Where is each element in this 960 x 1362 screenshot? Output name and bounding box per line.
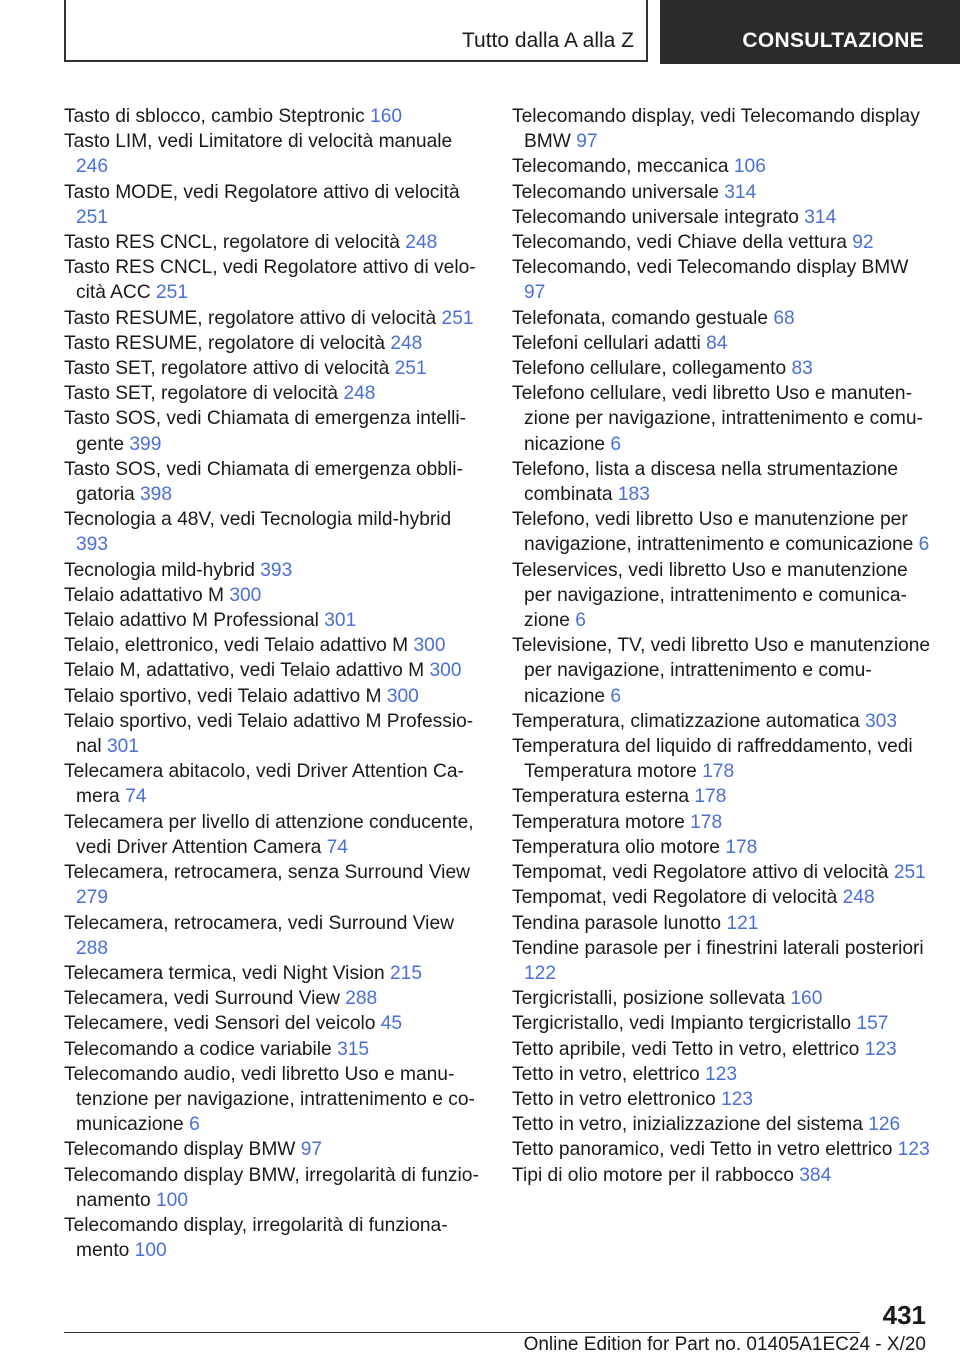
index-entry-page-link[interactable]: 251	[893, 862, 926, 884]
index-entry	[64, 180, 484, 230]
index-entry-page-link[interactable]: 398	[140, 484, 173, 506]
index-column-left	[64, 104, 484, 1263]
index-entry-page-link[interactable]: 45	[380, 1013, 403, 1035]
index-entry	[512, 457, 932, 507]
index-entry-text: Telaio M, adattativo, vedi Telaio adattivo M	[64, 660, 425, 682]
index-entry-text: Telefono, lista a discesa nella strumentazione combinata	[512, 458, 899, 506]
index-entry-text: Teleservices, vedi libretto Uso e manutenzione per navigazione, intrattenimento e comunicazione	[512, 559, 908, 632]
index-entry-text: Tecnologia a 48V, vedi Tecnologia mild-hybrid	[64, 509, 452, 531]
index-entry	[64, 1011, 484, 1036]
index-entry-text: Temperatura motore	[512, 811, 685, 833]
index-entry-page-link[interactable]: 6	[610, 433, 622, 455]
index-entry-text: Telecamera, retrocamera, senza Surround View	[64, 862, 470, 884]
index-entry-text: Telaio sportivo, vedi Telaio adattivo M	[64, 685, 382, 707]
index-entry	[64, 759, 484, 809]
index-entry-page-link[interactable]: 97	[576, 131, 598, 153]
index-entry-page-link[interactable]: 251	[394, 358, 427, 380]
index-entry	[64, 457, 484, 507]
index-entry-text: Telecomando, meccanica	[512, 156, 729, 178]
index-entry-text: Telecomando a codice variabile	[64, 1038, 332, 1060]
index-entry	[512, 306, 932, 331]
index-entry-page-link[interactable]: 300	[386, 685, 419, 707]
index-entry-text: Temperatura olio motore	[512, 836, 720, 858]
index-entry-text: Telecamere, vedi Sensori del veicolo	[64, 1013, 376, 1035]
index-entry-page-link[interactable]: 100	[156, 1189, 189, 1211]
index-entry	[64, 911, 484, 961]
index-entry-page-link[interactable]: 288	[345, 988, 378, 1010]
index-entry	[512, 734, 932, 784]
index-entry-page-link[interactable]: 100	[134, 1240, 167, 1262]
index-entry-page-link[interactable]: 157	[856, 1013, 889, 1035]
index-entry	[64, 810, 484, 860]
index-entry-text: Tasto RES CNCL, regolatore di velocità	[64, 232, 400, 254]
index-entry	[512, 558, 932, 634]
index-entry-page-link[interactable]: 160	[790, 988, 823, 1010]
index-entry	[512, 381, 932, 457]
index-entry	[64, 306, 484, 331]
index-entry	[512, 709, 932, 734]
index-entry-page-link[interactable]: 6	[918, 534, 930, 556]
index-entry-page-link[interactable]: 178	[694, 786, 727, 808]
index-entry-text: Tasto LIM, vedi Limitatore di velocità manuale	[64, 131, 453, 153]
index-entry-text: Telecomando universale	[512, 181, 719, 203]
index-entry	[512, 255, 932, 305]
index-entry-page-link[interactable]: 315	[337, 1038, 370, 1060]
index-entry-text: Telefono, vedi libretto Uso e manutenzione per navigazione, intrattenimento e comunicazione	[512, 509, 914, 556]
index-entry-page-link[interactable]: 393	[76, 534, 109, 556]
index-entry	[64, 331, 484, 356]
index-entry-page-link[interactable]: 123	[705, 1063, 738, 1085]
index-entry-page-link[interactable]: 301	[324, 610, 357, 632]
index-entry-text: Telecamera termica, vedi Night Vision	[64, 962, 385, 984]
index-entry-text: Tasto SOS, vedi Chiamata di emergenza intelligente	[64, 408, 467, 455]
index-entry	[512, 936, 932, 986]
index-entry	[64, 356, 484, 381]
index-entry-page-link[interactable]: 246	[76, 156, 109, 178]
index-entry-text: Tendine parasole per i finestrini laterali posteriori	[512, 937, 924, 959]
index-entry-text: Tasto SOS, vedi Chiamata di emergenza obbligatoria	[64, 458, 463, 506]
index-entry-page-link[interactable]: 300	[429, 660, 462, 682]
index-entry-text: Telecomando display BMW	[64, 1139, 296, 1161]
index-entry	[512, 180, 932, 205]
index-entry-text: Tempomat, vedi Regolatore attivo di velocità	[512, 862, 889, 884]
index-entry-page-link[interactable]: 92	[852, 232, 874, 254]
index-entry	[64, 608, 484, 633]
index-entry-text: Telecamera, retrocamera, vedi Surround View	[64, 912, 454, 934]
index-entry	[512, 1137, 932, 1162]
index-entry-text: Tasto di sblocco, cambio Steptronic	[64, 106, 365, 127]
index-entry-page-link[interactable]: 314	[804, 206, 837, 228]
index-entry-page-link[interactable]: 178	[725, 836, 758, 858]
index-entry-page-link[interactable]: 121	[726, 912, 759, 934]
index-entry-page-link[interactable]: 6	[610, 685, 622, 707]
index-entry	[512, 1112, 932, 1137]
index-entry	[64, 507, 484, 557]
index-entry-text: Telefonata, comando gestuale	[512, 307, 769, 329]
index-entry-text: Tendina parasole lunotto	[512, 912, 722, 934]
index-entry	[512, 885, 932, 910]
index-entry	[512, 1087, 932, 1112]
index-entry-text: Tasto RESUME, regolatore attivo di velocità	[64, 307, 437, 329]
index-entry-page-link[interactable]: 83	[791, 358, 813, 380]
index-entry-text: Tasto SET, regolatore attivo di velocità	[64, 358, 390, 380]
index-entry-text: Tergicristalli, posizione sollevata	[512, 988, 786, 1010]
index-entry-text: Tetto panoramico, vedi Tetto in vetro elettrico	[512, 1139, 893, 1161]
index-entry	[512, 911, 932, 936]
index-entry	[64, 1137, 484, 1162]
index-entry-page-link[interactable]: 384	[799, 1164, 832, 1186]
index-entry-text: Tasto SET, regolatore di velocità	[64, 383, 339, 405]
index-entry	[512, 810, 932, 835]
index-entry	[512, 104, 932, 154]
page-number: 431	[882, 1300, 926, 1330]
index-entry	[512, 1037, 932, 1062]
index-entry	[64, 658, 484, 683]
index-entry-text: Tecnologia mild-hybrid	[64, 559, 255, 581]
index-entry-text: Telaio adattivo M Professional	[64, 610, 319, 632]
index-entry	[64, 381, 484, 406]
index-entry-page-link[interactable]: 84	[706, 332, 728, 354]
index-entry-text: Telecamera abitacolo, vedi Driver Attention Camera	[64, 761, 464, 808]
index-entry-page-link[interactable]: 288	[76, 937, 109, 959]
index-entry-text: Tipi di olio motore per il rabbocco	[512, 1164, 794, 1186]
index-entry-page-link[interactable]: 123	[721, 1088, 754, 1110]
index-entry-text: Telecamera, vedi Surround View	[64, 988, 340, 1010]
index-entry-text: Tasto RESUME, regolatore di velocità	[64, 332, 385, 354]
index-entry	[64, 986, 484, 1011]
index-entry	[512, 230, 932, 255]
index-entry	[512, 1163, 932, 1188]
index-entry-text: Telaio sportivo, vedi Telaio adattivo M Professional	[64, 710, 474, 758]
index-entry-page-link[interactable]: 122	[524, 962, 557, 984]
index-entry	[512, 633, 932, 709]
index-entry-page-link[interactable]: 74	[326, 836, 348, 858]
section-tab	[64, 0, 648, 62]
index-entry-page-link[interactable]: 6	[575, 610, 586, 632]
index-entry-text: Telecomando display, irregolarità di funzionamento	[64, 1214, 448, 1262]
index-column-right	[512, 104, 932, 1188]
index-entry-text: Tetto in vetro elettronico	[512, 1088, 716, 1110]
index-entry-page-link[interactable]: 178	[702, 761, 735, 783]
section-title: Tutto dalla A alla Z	[462, 29, 634, 52]
index-entry	[64, 255, 484, 305]
index-entry-page-link[interactable]: 248	[343, 383, 376, 405]
index-entry-page-link[interactable]: 393	[260, 559, 293, 581]
index-entry-text: Telecomando, vedi Chiave della vettura	[512, 232, 847, 254]
index-entry	[64, 1163, 484, 1213]
index-entry-text: Tergicristallo, vedi Impianto tergicristallo	[512, 1013, 852, 1035]
index-entry-text: Telecomando display BMW, irregolarità di funzionamento	[64, 1164, 479, 1211]
index-entry-page-link[interactable]: 68	[773, 307, 795, 329]
index-entry-text: Temperatura, climatizzazione automatica	[512, 710, 860, 732]
footer-edition: Online Edition for Part no. 01405A1EC24 - X/20	[523, 1334, 926, 1355]
index-entry	[64, 406, 484, 456]
index-entry	[512, 205, 932, 230]
index-entry-text: Tasto MODE, vedi Regolatore attivo di velocità	[64, 181, 460, 203]
footer-divider	[64, 1332, 860, 1333]
index-entry-page-link[interactable]: 178	[690, 811, 723, 833]
index-entry-page-link[interactable]: 97	[524, 282, 546, 304]
index-entry	[64, 230, 484, 255]
index-entry-page-link[interactable]: 300	[413, 635, 446, 657]
index-entry-page-link[interactable]: 123	[897, 1139, 930, 1161]
index-entry	[512, 1011, 932, 1036]
index-entry-page-link[interactable]: 126	[868, 1114, 901, 1136]
index-entry-text: Temperatura esterna	[512, 786, 690, 808]
index-entry	[64, 1213, 484, 1263]
index-entry	[512, 331, 932, 356]
index-entry-text: Tetto in vetro, elettrico	[512, 1063, 700, 1085]
index-entry	[512, 154, 932, 179]
index-entry-text: Tetto apribile, vedi Tetto in vetro, elettrico	[512, 1038, 860, 1060]
index-entry	[512, 835, 932, 860]
index-entry-page-link[interactable]: 74	[125, 786, 147, 808]
page-header	[64, 0, 960, 64]
index-entry-text: Temperatura del liquido di raffreddamento, vedi Temperatura motore	[512, 736, 913, 783]
index-entry-page-link[interactable]: 279	[76, 887, 109, 909]
index-entry-page-link[interactable]: 106	[733, 156, 766, 178]
index-entry-text: Tetto in vetro, inizializzazione del sistema	[512, 1114, 863, 1136]
index-entry-page-link[interactable]: 300	[229, 584, 262, 606]
chapter-title: CONSULTAZIONE	[742, 29, 924, 52]
index-entry-text: Telefono cellulare, vedi libretto Uso e manutenzione per navigazione, intrattenimento e comunicazione	[512, 383, 923, 455]
index-entry	[64, 129, 484, 179]
index-entry-page-link[interactable]: 399	[129, 433, 162, 455]
index-entry-page-link[interactable]: 314	[724, 181, 757, 203]
index-entry	[512, 860, 932, 885]
index-entry-page-link[interactable]: 215	[389, 962, 422, 984]
index-entry	[64, 1062, 484, 1138]
index-entry	[64, 633, 484, 658]
index-entry-page-link[interactable]: 183	[617, 484, 650, 506]
index-entry-page-link[interactable]: 303	[865, 710, 898, 732]
index-entry-page-link[interactable]: 251	[156, 282, 189, 304]
index-entry	[512, 784, 932, 809]
index-entry-page-link[interactable]: 160	[370, 106, 403, 127]
index-entry-page-link[interactable]: 301	[106, 736, 139, 758]
index-entry-text: Telecomando display, vedi Telecomando display BMW	[512, 106, 920, 153]
index-entry-page-link[interactable]: 251	[76, 206, 109, 228]
index-entry-text: Telaio, elettronico, vedi Telaio adattivo M	[64, 635, 409, 657]
index-entry-text: Telefono cellulare, collegamento	[512, 358, 787, 380]
chapter-tab	[660, 0, 960, 64]
index-entry	[64, 104, 484, 129]
index-entry	[512, 1062, 932, 1087]
index-entry	[512, 986, 932, 1011]
index-entry-text: Telecomando, vedi Telecomando display BMW	[512, 257, 909, 279]
index-entry-text: Tempomat, vedi Regolatore di velocità	[512, 887, 838, 909]
index-entry	[512, 507, 932, 557]
index-entry-page-link[interactable]: 248	[842, 887, 875, 909]
index-entry-page-link[interactable]: 97	[300, 1139, 323, 1161]
index-entry-page-link[interactable]: 251	[441, 307, 474, 329]
index-entry-text: Tasto RES CNCL, vedi Regolatore attivo di velocità ACC	[64, 257, 476, 304]
index-entry	[64, 860, 484, 910]
index-entry-text: Telecamera per livello di attenzione conducente, vedi Driver Attention Camera	[64, 811, 474, 858]
index-entry	[64, 1037, 484, 1062]
index-entry-text: Telecomando audio, vedi libretto Uso e manutenzione per navigazione, intrattenimento e comunicazione	[64, 1063, 475, 1136]
index-entry	[64, 583, 484, 608]
index-entry-page-link[interactable]: 248	[405, 232, 438, 254]
index-entry-text: Telefoni cellulari adatti	[512, 332, 701, 354]
index-entry-page-link[interactable]: 6	[189, 1114, 200, 1136]
index-entry-text: Telecomando universale integrato	[512, 206, 799, 228]
index-entry	[64, 684, 484, 709]
index-entry	[64, 558, 484, 583]
index-entry	[64, 961, 484, 986]
index-entry-page-link[interactable]: 248	[390, 332, 423, 354]
index-entry	[64, 709, 484, 759]
index-entry-text: Televisione, TV, vedi libretto Uso e manutenzione per navigazione, intrattenimento e comunicazione	[512, 635, 931, 707]
index-entry-text: Telaio adattativo M	[64, 584, 224, 606]
index-entry-page-link[interactable]: 123	[864, 1038, 897, 1060]
index-entry	[512, 356, 932, 381]
